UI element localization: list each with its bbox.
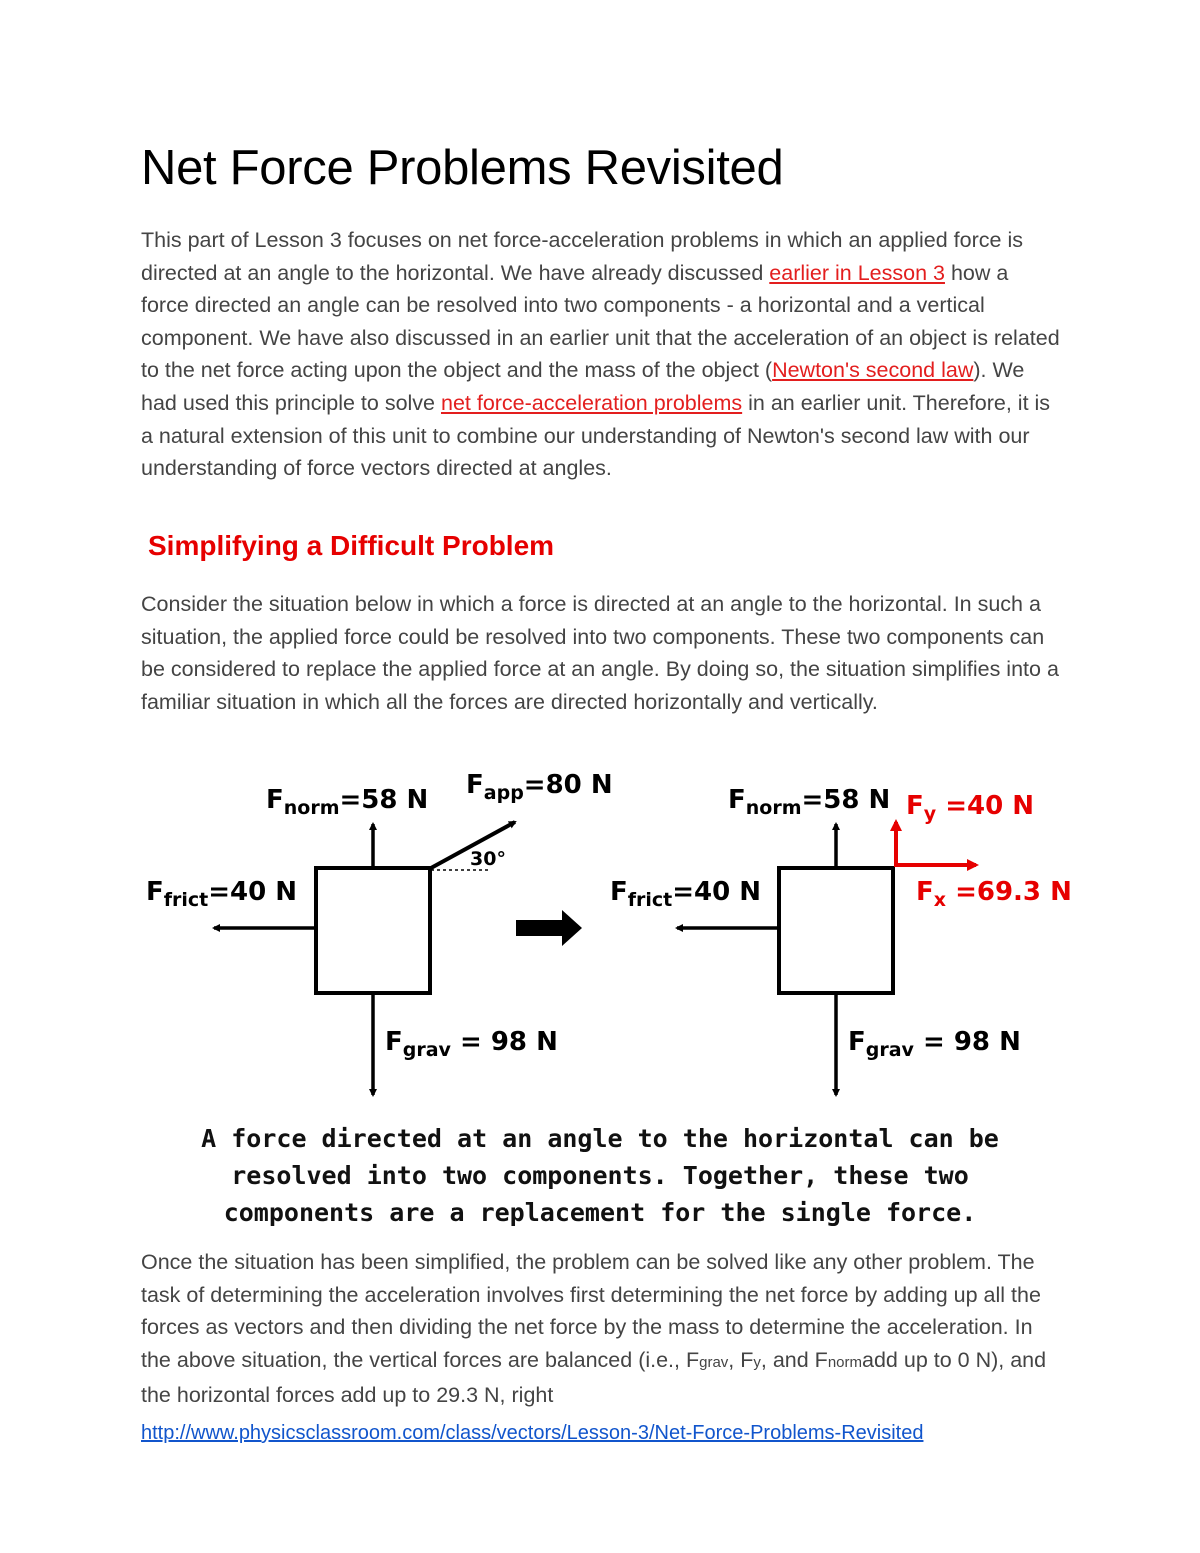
caption-line-3: components are a replacement for the single force. bbox=[223, 1198, 977, 1227]
section-heading: Simplifying a Difficult Problem bbox=[148, 530, 555, 561]
link-net-force-acceleration-problems[interactable]: net force-acceleration problems bbox=[440, 390, 743, 415]
caption-line-2: resolved into two components. Together, these two bbox=[231, 1161, 969, 1190]
right-norm-label: $F_{norm}=58$ N bbox=[728, 785, 891, 819]
right-fy-label: $F_y =40$ N bbox=[906, 791, 1034, 825]
closing-sub-y: y bbox=[753, 1353, 761, 1371]
left-frict-label: $F_{frict}=40$ N bbox=[146, 877, 298, 911]
intro-text-2: how a force directed an angle can be resolved into two components - a horizontal and a vertical component. We have also discussed in an earlier unit that the acceleration of an object is related to the net force acting upon the object and the mass of the object ( bbox=[141, 260, 1060, 383]
left-box bbox=[316, 868, 430, 993]
left-grav-label: $F_{grav} = 98$ N bbox=[385, 1027, 558, 1061]
right-frict-label: $F_{frict}=40$ N bbox=[610, 877, 762, 911]
intro-paragraph bbox=[141, 224, 1061, 485]
intro-text-4: in an earlier unit. Therefore, it is a natural extension of this unit to combine our understanding of Newton's second law with our understanding of force vectors directed at angles. bbox=[141, 390, 1051, 481]
closing-text-1: Once the situation has been simplified, the problem can be solved like any other problem. The task of determining the acceleration involves first determining the net force by adding up all the forces as vectors and then dividing the net force by the mass to determine the acceleration. In the above situation, the vertical forces are balanced (i.e., F bbox=[141, 1250, 1041, 1372]
link-earlier-in-lesson-3[interactable]: earlier in Lesson 3 bbox=[769, 260, 945, 285]
source-url-link[interactable]: http://www.physicsclassroom.com/class/vectors/Lesson-3/Net-Force-Problems-Revisited bbox=[141, 1422, 924, 1444]
right-box bbox=[779, 868, 893, 993]
right-fx-label: $F_x =69.3$ N bbox=[916, 877, 1072, 911]
closing-sub-norm: norm bbox=[827, 1353, 863, 1371]
transition-arrow-icon bbox=[516, 910, 582, 946]
right-grav-label: $F_{grav} = 98$ N bbox=[848, 1027, 1021, 1061]
page-title: Net Force Problems Revisited bbox=[141, 141, 784, 195]
closing-sub-grav: grav bbox=[699, 1353, 729, 1371]
intro-text-1: This part of Lesson 3 focuses on net force-acceleration problems in which an applied force is directed at an angle to the horizontal. We have already discussed bbox=[141, 228, 1023, 285]
closing-paragraph bbox=[141, 1246, 1061, 1412]
diagram-caption bbox=[150, 1120, 1050, 1231]
left-app-label: $F_{app}=80$ N bbox=[466, 770, 613, 804]
section-paragraph: Consider the situation below in which a force is directed at an angle to the horizontal. In such a situation, the applied force could be resolved into two components. These two components can be considered to replace the applied force at an angle. By doing so, the situation simplifies into a familiar situation in which all the forces are directed horizontally and vertically. bbox=[141, 592, 1059, 714]
caption-line-1: A force directed at an angle to the horizontal can be bbox=[201, 1124, 999, 1153]
intro-text-3: ). We had used this principle to solve bbox=[141, 358, 1025, 415]
closing-text-2: , F bbox=[728, 1347, 754, 1372]
left-norm-label: $F_{norm}=58$ N bbox=[266, 785, 429, 819]
right-free-body-diagram bbox=[610, 785, 1072, 1095]
closing-text-4: add up to 0 N), and the horizontal forces add up to 29.3 N, right bbox=[141, 1347, 1047, 1408]
left-angle-label: 30° bbox=[470, 848, 506, 870]
link-newtons-second-law[interactable]: Newton's second law bbox=[772, 358, 974, 383]
closing-text-3: , and F bbox=[760, 1347, 828, 1372]
